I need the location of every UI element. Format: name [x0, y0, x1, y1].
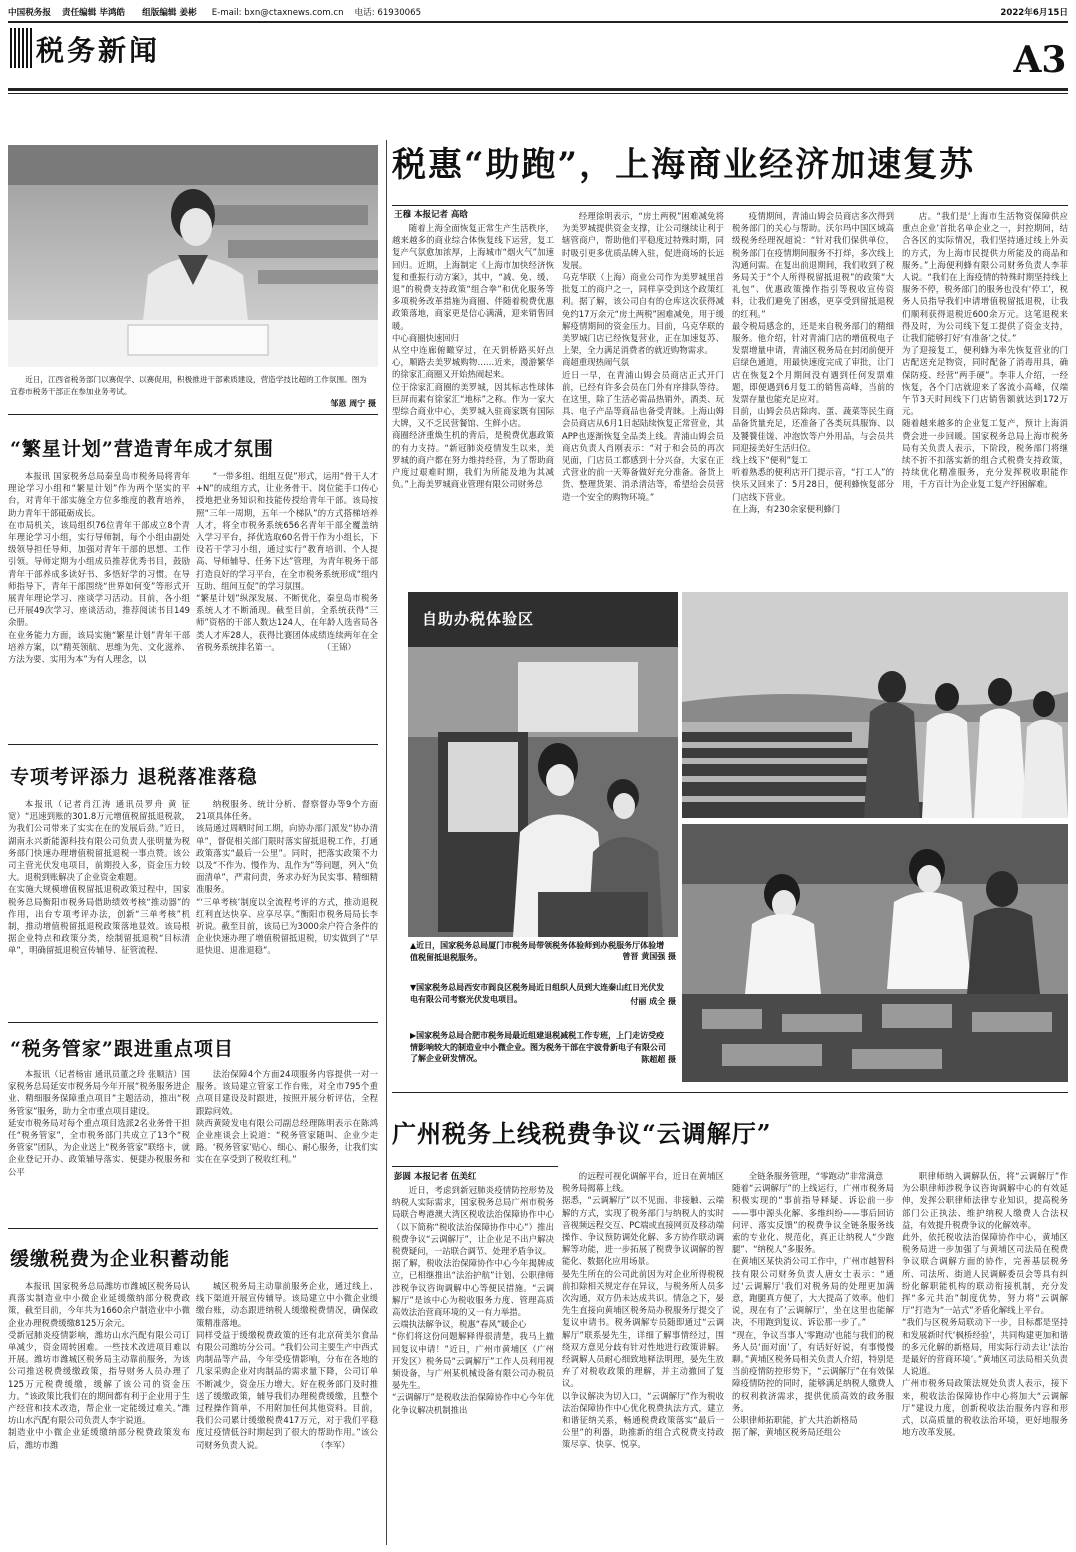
self-service-sign: 自助办税体验区: [422, 610, 535, 628]
photo-self-service-hall: [408, 592, 678, 937]
rule-left-3: [8, 1022, 378, 1023]
shanghai-byline: 王穆 本报记者 高晗: [394, 210, 468, 220]
photo-tax-exam-drawing: [8, 145, 378, 367]
duty-editor: 责任编辑 毕鸿皓: [61, 8, 126, 18]
zhuanxiang-headline: 专项考评添力 退税落准落稳: [10, 766, 258, 788]
photo-self-service-caption: ▲近日，国家税务总局厦门市税务局带领税务体验师到办税服务厅体验增值税留抵退税服务。: [410, 941, 665, 962]
photo-factory-caption: ▶国家税务总局合肥市税务局最近组建退税减税工作专班，上门走访受疫情影响较大的制造业中小微企业。图为税务干部在宇波骨新电子有限公司了解企业研发情况。: [410, 1031, 666, 1063]
photo-tax-exam-caption: 近日，江西省税务部门以赛促学、以赛促用，积极推进干部素质建设，营造学技比超的工作氛围。图为宜春市税务干部正在参加业务考试。: [10, 375, 367, 396]
section-rule-thin: [8, 93, 1068, 94]
rule-shanghai-top: [392, 205, 1068, 206]
photo-self-service-hall-drawing: [408, 592, 678, 937]
huanjiao-headline: 缓缴税费为企业积蓄动能: [10, 1248, 231, 1270]
masthead: [8, 6, 1068, 20]
shanghai-text-col4: 店。“我们是‘上海市生活物资保障供应重点企业’首批名单企业之一，封控期间，结合各区的实际情况，我们坚持通过线上外卖的方式，为上海市民提供力所能及的商品和服务。”上海便利蜂有限公司财务负责人李菲人说。“我们在上海疫情的特殊时期坚持线上服务不停，税务部门的服务也没有‘停工’，税务人员指导我们申请增值税留抵退税，让我们顺利获得退税近600余万元。这笔退税来得及时，为公司线下复工提供了资金支持，让我们能够打好‘有准备’之仗。” 为了迎接复工，便利蜂为率先恢复营业的门店配送充足物资，同时配备了消毒用具，确保防疫、经营“两手硬”。李菲人介绍，一经恢复，各个门店就迎来了客流小高峰，仅端午节3天时间线下门店销售额就达到172万元。 随着越来越多的企业复工复产，预计上海消费会进一步回暖。国家税务总局上海市税务局有关负责人表示，下阶段，税务部门将继续不折不扣落实新的组合式税费支持政策，持续优化精准服务，充分发挥税收职能作用，千方百计为企业复工复产纾困解难。: [902, 211, 1068, 490]
guangzhou-headline: 广州税务上线税费争议“云调解厅”: [392, 1119, 772, 1148]
rule-left-2: [8, 744, 378, 745]
photo-self-service-credit: 曾晋 黄国强 摄: [622, 952, 676, 961]
photo-factory-credit: 陈超超 摄: [641, 1055, 676, 1064]
shanghai-text-col3: 疫情期间，青浦山姆会员商店多次得到税务部门的关心与帮助。沃尔玛中国区域高级税务经理祝超说：“针对我们保供单位，税务部门在疫情期间服务不打烊，多次线上沟通问需。在复出前退期间，我们收到了税务局关于“个人所得税留抵退税”的政策“大礼包”、优惠政策操作指引等税收宣传资料，让我们避免了困惑，更享受到留抵退税的红利。” 最令税局感念的，还是来自税务部门的精细服务。他介绍，针对青浦门店的增值税电子发票增量申请，青浦区税务局在封闭前便开启绿色通道，用最快速度完成了审批，让门店在恢复2个月期间没有遇到任何发票难题，即便遇到6月复工的销售高峰，当前的发票存量也能充足应对。 目前，山姆会员店除肉、蛋、蔬菜等民生商品备货量充足，还准备了各类玩具服饰、以及饕餮佳馐、冲泡饮等户外用品，与会员共同迎接美好生活归位。 线上线下“便利”复工 听着熟悉的便利店开门提示音，“打工人”的快乐又回来了：5月28日，便利蜂恢复部分门店线下营业。 在上海，有230余家便利蜂门: [732, 211, 894, 514]
shanghai-headline: 税惠“助跑”，上海商业经济加速复苏: [392, 145, 976, 185]
layout-editor: 组版编辑 姜彬: [142, 8, 197, 18]
shanghai-text-col2: 经理徐明表示，“房土两税”困难减免将为美罗城提供资金支撑，让公司继续让利于辖管商户，帮助他们平稳度过特殊时期，同时吸引更多优质品牌入驻，促进商场的长远发展。 乌克华联（上海）商业公司作为美罗城里首批复工的商户之一，同样享受到这个政策红利。据了解，该公司自有的仓库这次获得减免约17万余元“房土两税”困难减免，用于缓解疫情期间的资金压力。目前，乌克华联的美罗城门店已经恢复营业，正在加速复苏、上架，全力满足消费者的就近购物需求。 商超重现热闹气氛 近日一早，在青浦山姆会员商店正式开门前，已经有许多会员在门外有序排队等待。在这里，除了生活必需品热销外，酒类、玩具、电子产品等商品也备受青睐。上海山姆会员商店从6月1日起陆续恢复正常营业，其APP也逐渐恢复全品类上线。青浦山姆会员商店负责人肖刚表示：“对于和会员的再次见面，门店员工都感到十分兴奋，大家在正式营业的前一天筹备做好充分准备。备货上货、整理货架、消杀清洁等，希望给会员营造一个安全的购物环境。”: [562, 211, 724, 502]
photo-tax-exam: [8, 145, 378, 367]
section-title-text: 税务新闻: [36, 34, 161, 67]
guanjia-text-col1: 本报讯（记者杨宙 通讯员董之玲 张顺洁）国家税务总局延安市税务局今年开展“税务服务进企业、精细服务保障重点项目”主题活动，推出“税务管家”服务，助力全市重点项目建设。 延安市税务局对每个重点项目选派2名业务骨干担任“税务管家”，全市税务部门共成立了13个“税务管家”团队，为企业送上“税务管家”联络卡，就企业登记开办、政策辅导落实、便捷办税服务和公平: [8, 1069, 190, 1177]
zhuanxiang-text-col1: 本报讯（记者肖江涛 通讯员罗舟 黄 征宽）“迅速到账的301.8万元增值税留抵退税款，为我们公司带来了实实在在的发展后劲。”近日，湖南永兴新能源科技有限公司负责人张明量为税务部门快速办理增值税留抵退税一事点赞。该公司主营光伏发电项目，前期投入多，资金压力较大。退税到账解决了企业资金难题。 在实施大规模增值税留抵退税政策过程中，国家税务总局衡阳市税务局借助绩效考核“推动器”的作用，出台专项考评办法，创新“三单考核”机制，推动增值税留抵退税政策落地显效。该局根据企业特点和政策分类，绘制留抵退税“目标清单”，明确留抵退税宣传辅导、征管流程、: [8, 799, 190, 956]
photo-solar-farm-drawing: [682, 592, 1068, 818]
guanjia-headline: “税务管家”跟进重点项目: [10, 1038, 234, 1060]
rule-guangzhou-byline: [392, 1166, 558, 1167]
guangzhou-text-col2: 的远程可视化调解平台，近日在黄埔区税务局揭幕上线。 据悉，“云调解厅”以不见面、非接触、云端解的方式，实现了税务部门与纳税人的实时音视频远程交互、PC端或直接网页及移动端操作、争议预防调处化解、多方协作联动调解等功能，进一步拓展了税费争议调解的智能化、数据化应用场景。 晏先生所在的公司此前因为对企业所得税税前扣除相关规定存在异议，与税务所人员多次沟通，双方仍未达成共识。情急之下，晏先生直接向黄埔区税务局办税服务厅提交了复议申请书。税务调解专员随即通过“云调解厅”联系晏先生，详细了解事情经过，围绕双方意见分歧有针对性地进行政策讲解。经调解人员耐心细致地释法明理，晏先生放弃了对税收政策的理解，并主动撤回了复议。 以争议解决为切入口，“云调解厅”作为税收法治保障协作中心优化税费执法方式，建立和谐征纳关系，畅通税费政策落实“最后一公里”的利器，助推新的组合式税费支持政策尽享、快享、悦享。: [562, 1171, 724, 1450]
page-number: A3: [1013, 39, 1067, 81]
photo-factory-visit: [682, 824, 1068, 1082]
column-divider: [386, 140, 387, 1545]
photo-factory-visit-drawing: [682, 824, 1068, 1082]
photo-solar-credit: 付丽 成全 摄: [630, 997, 676, 1006]
guangzhou-byline: 彭圆 本报记者 伍美红: [394, 1172, 477, 1182]
guangzhou-text-col1: 近日，考虑到新冠肺炎疫情防控形势及纳税人实际需求，国家税务总局广州市税务局联合粤港澳大湾区税收法治保障协作中心（以下简称“税收法治保障协作中心”）推出税费争议“云调解厅”，让企业足不出户解决税费疑问，一站联合调节、处理矛盾争议。 据了解，税收法治保障协作中心今年揭牌成立，已相继推出“法治护航”计划、公职律师涉税争议咨询调解中心等便民措施。“云调解厅”是该中心为税收服务力度、管理高质高效法治营商环境的又一有力举措。 云端执法解争议，税惠“春风”暖企心 “你们将这份问题解释得很清楚，我马上撤回复议申请！”近日，广州市黄埔区（广州开发区）税务局“云调解厅”工作人员利用视频设备，与广州某机械设备有限公司办税员晏先生。 “云调解厅”是税收法治保障协作中心今年优化争议解决机制推出: [392, 1185, 554, 1415]
guanjia-text-col2: 法治保障4个方面24项服务内容提供一对一服务。该局建立管家工作台账，对全市795个重点项目建设及时跟进，按照开展分析评估，全程跟踪问效。 陕西黄陵发电有限公司副总经理陈明表示在陈鸿企业座谈会上说道：“税务管家随叫、企业少走路。‘税务管家’贴心、细心、耐心服务，让我们实实在在享受到了税收红利。”: [196, 1069, 378, 1165]
huanjiao-text-col2: 城区税务局主动靠前服务企业，通过线上、线下渠道开展宣传辅导。该局建立中小微企业缓缴台账，动态跟进纳税人缓缴税费情况，确保政策精准落地。 同样受益于缓缴税费政策的还有北京荷美尔食品有限公司潍坊分公司。“我们公司主要生产中西式肉制品等产品，今年受疫情影响，分布在各地的几家采购企业对肉制品的需求量下降，公司订单不断减少，资金压力增大。好在税务部门及时推送了缓缴政策，辅导我们办理税费缓缴，且整个过程操作简单，不用附加任何其他资料。目前，我们公司累计缓缴税费417万元，对于我们平稳度过疫情低谷时期起到了很大的帮助作用。”该公司财务负责人说。 （李军）: [196, 1281, 378, 1450]
photo-solar-caption: ▼国家税务总局西安市阎良区税务局近日组织人员到大连秦山红日光伏发电有限公司考察光伏发电项目。: [410, 983, 665, 1004]
email: E-mail: bxn@ctaxnews.com.cn: [211, 8, 344, 18]
paper-name: 中国税务报: [8, 8, 51, 18]
section-title: [10, 26, 182, 70]
shanghai-text-col1: 随着上海全面恢复正常生产生活秩序，越来越多的商业综合体恢复线下运营，复工复产气氛愈加浓厚，上海城市“烟火气”加速回归。近期，上海制定《上海市加快经济恢复和重振行动方案》，其中，“减、免、缓、退”的税费支持政策“组合拳”和优化服务等多项税务改革措施为商圈、伴随着税费优惠政策落地，商家更是信心满满，迎来销售回暖。 中心商圈快速回归 从空中连廊俯瞰穿过，在天钥桥路买好点心，顺路去美罗城购物……近来，漫游繁华的徐家汇商圈又开始热闹起来。 位于徐家汇商圈的美罗城，因其标志性球体巨屏而素有徐家汇“地标”之称。作为一家大型综合商业中心，美罗城入驻商家既有国际大牌，又不乏民营餐馆、生鲜小店。 商圈经济重焕生机的背后，是税费优惠政策的有力支持。“新冠肺炎疫情发生以来，美罗城的商户都在努力维持经营，为了帮助商户度过艰难时期，我们为所能及地为其减负。”上海美罗城商业管理有限公司财务总: [392, 223, 554, 490]
fanxing-text-col1: 本报讯 国家税务总局秦皇岛市税务局将青年理论学习小组和“繁星计划”作为两个坚实的平台，对青年干部实施全方位多维度的教育培养，助力青年干部砥砺成长。 在市局机关，该局组织76位青年干部成立8个青年理论学习小组，实行导师制，每个小组由副处级领导担任导师，加强对青年干部的思想、工作引领。导师定期为小组成员推荐优秀书目，鼓励青年干部养成多读好书、多悟好学的习惯。在导师指导下，青年干部围绕“世界如何变”等形式开展青年理论学习、座谈学习活动。目前，各小组已开展49次学习、座谈活动，推荐阅读书目149余册。 在业务能力方面，该局实施“繁星计划”青年干部培养方案，以“精英领航、思维为先、文化滋养、方法为要、实用为本”为有人理念，以: [8, 471, 190, 665]
phone: 电话: 61930065: [354, 8, 422, 18]
guangzhou-text-col4: 职律师纳入调解队伍，将“云调解厅”作为公职律师涉税争议咨询调解中心的有效延伸，发挥公职律师法律专业知识，提高税务部门公正执法、维护纳税人缴费人合法权益，有效提升税费争议的化解效率。 此外，依托税收法治保障协作中心，黄埔区税务局进一步加强了与黄埔区司法局在税费争议联合调解方面的协作，完善基层税务所、司法所、街道人民调解委员会等具有纠纷化解职能机构的联动衔接机制，充分发挥“多元共治”制度优势，努力将“云调解厅”打造为“一站式”矛盾化解线上平台。 “我们与区税务局联动下一步，目标都是坚持和发展新时代‘枫桥经验’，共同构建更加和谐的多元化解的新格局，用实际行动去让‘法治是最好的营商环境’。”黄埔区司法局相关负责人说道。 广州市税务局政策法规处负责人表示，接下来，税收法治保障协作中心将加大“云调解厅”建设力度，创新税收法治服务内容和形式，以高质量的税收法治环境，更好地服务地方改革发展。: [902, 1171, 1068, 1438]
photo-solar-farm: [682, 592, 1068, 818]
zhuanxiang-text-col2: 纳税服务、统计分析、督察督办等9个方面21项具体任务。 该局通过周晒时间工期，向协办部门派发“协办清单”，督促相关部门限时落实留抵退税工作，打通政策落实“最后一公里”。同时，把落实政策不力以及“不作为、慢作为、乱作为”等问题，列入“负面清单”，严肃问责，务求办好为民实事、精细精准服务。 “‘三单考核’制度以全流程考评的方式，推动退税红利直达快享、应享尽享。”衡阳市税务局局长李祈说。截至目前，该局已为3000余户符合条件的企业快速办理了增值税留抵退税，切实做到了“早退快退、退准退稳”。: [196, 799, 378, 956]
fanxing-headline: “繁星计划”营造青年成才氛围: [10, 438, 274, 460]
fanxing-text-col2: “一带多组、组组互促”形式，运用“骨干人才+N”的成组方式，让业务骨干、岗位能手口传心授地把业务知识和技能传授给青年干部。该局按照“三年一周期，五年一个梯队”的方式搭梯培养人才，将全市税务系统656名青年干部全覆盖纳入学习平台，择优选取60名骨干作为小组长，下设若干学习小组，通过实行“教育培训、个人提高、导师辅导、任务下达”管理，为青年税务干部打造良好的学习平台，在全市税务系统形成“组内互助、组间互促”的学习氛围。 “繁星计划”纵深发展、不断优化，秦皇岛市税务系统人才不断涌现。截至目前，全系统获得“三师”资格的干部人数达124人，在年龄人选省局各类人才库28人，获得比赛团体成绩连续两年在全省税务系统排名第一。 （王锦）: [196, 471, 378, 652]
rule-guangzhou-top: [392, 1092, 1068, 1093]
section-title-decoration: [10, 28, 32, 68]
guangzhou-text-col3: 全链条服务管理，“零跑动”非常满意 随着“云调解厅”的上线运行，广州市税务局积极实现的“事前指导释疑、诉讼前一步——事中源头化解、多维纠纷——事后回访问评、落实反馈”的税费争议全链条服务线索的专业化、规范化，真正让纳税人“少跑腿”、“纳税人”多服务。 在黄埔区某快消公司工作中，广州市越智科技有限公司财务负责人唐女士表示：“通过‘云调解厅’我们对税务局的处理更加满意，跑腿真方便了，大大提高了效率。他们说，现在有了‘云调解厅’，坐在这里也能解决，不用跑到复议、诉讼那一步了。” “现在，争议当事人‘零跑动’也能与我们的税务人员‘面对面’了，有话好好说，有事慢慢聊。”黄埔区税务局相关负责人介绍，特别是当前疫情防控形势下，“云调解厅”在有效保障疫情防控的同时，能够满足纳税人缴费人的权利救济需求，提供优质高效的政务服务。 公职律师拓职能，扩大共治新格局 据了解，黄埔区税务局还组公: [732, 1171, 894, 1438]
photo-tax-exam-credit: 邹恩 周宁 摄: [330, 399, 376, 408]
issue-date: 2022年6月15日: [1000, 8, 1068, 18]
huanjiao-text-col1: 本报讯 国家税务总局潍坊市潍城区税务局认真落实制造业中小微企业延缓缴纳部分税费政策，截至目前，今年共为1660余户制造业中小微企业办理税费缓缴8125万余元。 受新冠肺炎疫情影响，潍坊山水汽配有限公司订单减少，资金周转困难。一些技术改进项目难以开展。潍坊市潍城区税务局主动靠前服务，为该公司推送税费缓缴政策，指导财务人员办理了125万元税费缓缴，缓解了该公司的资金压力。“该政策比我们在的期间都有利于企业用于生产经营和技术改造，帮企业一定能缓过难关。”潍坊山水汽配有限公司负责人李宇说道。 制造业中小微企业延缓缴纳部分税费政策发布后，潍坊市潍: [8, 1281, 190, 1450]
masthead-rule: [8, 21, 1068, 23]
rule-left-1: [8, 414, 378, 415]
section-rule-thick: [8, 88, 1068, 91]
rule-left-4: [8, 1228, 378, 1229]
